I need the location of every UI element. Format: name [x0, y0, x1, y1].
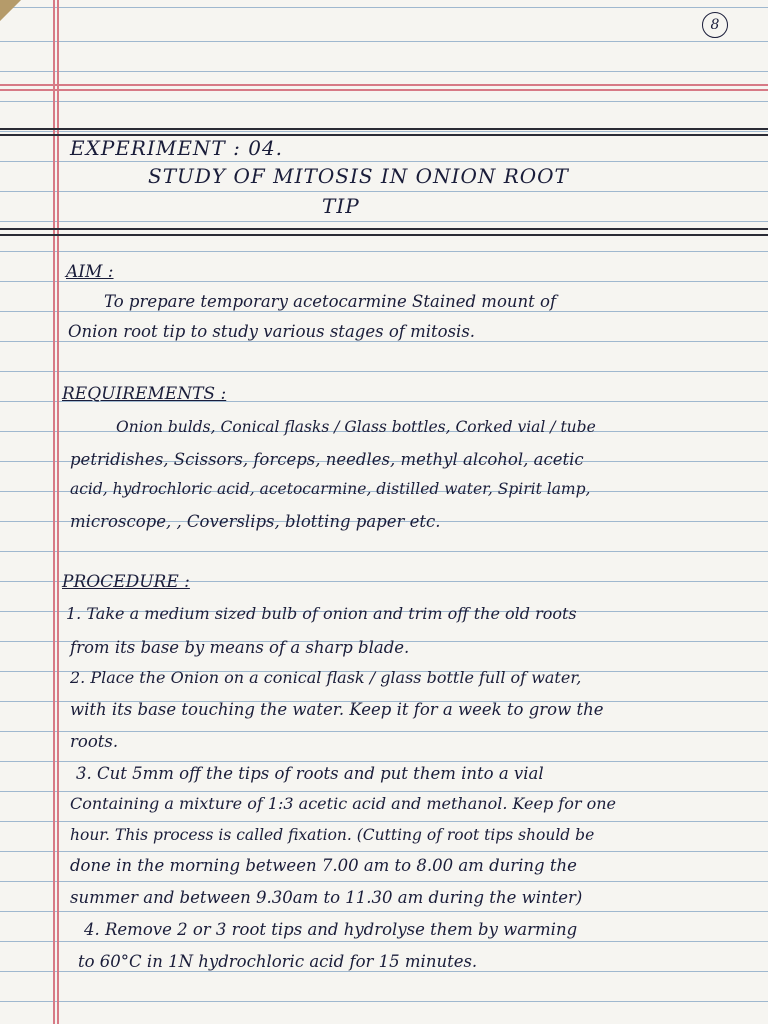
aim-line: Onion root tip to study various stages of mitosis. [68, 322, 476, 341]
page-number: 8 [702, 12, 728, 38]
requirements-line: acid, hydrochloric acid, acetocarmine, distilled water, Spirit lamp, [70, 480, 591, 498]
procedure-line: to 60°C in 1N hydrochloric acid for 15 minutes. [78, 952, 478, 971]
experiment-label: EXPERIMENT : 04. [70, 136, 284, 160]
procedure-line: hour. This process is called fixation. (Cutting of root tips should be [70, 826, 595, 844]
procedure-line: 2. Place the Onion on a conical flask / glass bottle full of water, [70, 668, 582, 687]
margin-line-right [57, 0, 59, 1024]
aim-line: To prepare temporary acetocarmine Stained mount of [104, 292, 557, 311]
title-rule-bottom-1 [0, 228, 768, 230]
procedure-line: 1. Take a medium sized bulb of onion and trim off the old roots [66, 604, 577, 623]
page-title-line2: TIP [322, 194, 360, 218]
title-rule-bottom-2 [0, 234, 768, 236]
page-corner [0, 0, 30, 22]
requirements-line: Onion bulds, Conical flasks / Glass bottles, Corked vial / tube [116, 418, 596, 436]
procedure-line: roots. [70, 732, 119, 751]
top-red-line-2 [0, 89, 768, 91]
aim-heading: AIM : [66, 262, 114, 282]
requirements-line: petridishes, Scissors, forceps, needles, methyl alcohol, acetic [70, 450, 584, 469]
requirements-line: microscope, , Coverslips, blotting paper etc. [70, 512, 441, 531]
title-rule-top-1 [0, 128, 768, 130]
procedure-line: 3. Cut 5mm off the tips of roots and put them into a vial [76, 764, 544, 783]
procedure-line: from its base by means of a sharp blade. [70, 638, 410, 657]
margin-line-left [53, 0, 55, 1024]
page-title-line1: STUDY OF MITOSIS IN ONION ROOT [148, 164, 569, 188]
procedure-line: 4. Remove 2 or 3 root tips and hydrolyse them by warming [84, 920, 578, 939]
requirements-heading: REQUIREMENTS : [62, 384, 227, 404]
top-red-line-1 [0, 84, 768, 86]
procedure-line: summer and between 9.30am to 11.30 am during the winter) [70, 888, 583, 907]
procedure-line: done in the morning between 7.00 am to 8.00 am during the [70, 856, 577, 875]
procedure-line: with its base touching the water. Keep it for a week to grow the [70, 700, 604, 719]
procedure-line: Containing a mixture of 1:3 acetic acid and methanol. Keep for one [70, 794, 616, 813]
procedure-heading: PROCEDURE : [62, 572, 190, 592]
